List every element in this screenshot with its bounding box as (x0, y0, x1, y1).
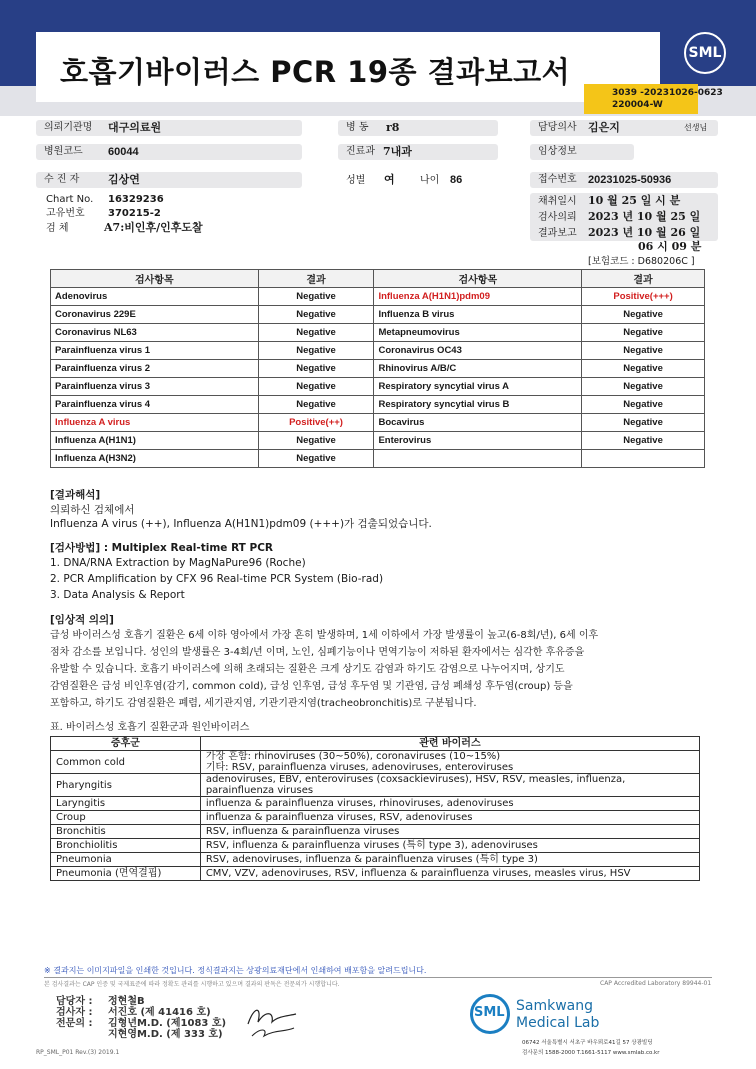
result-row (51, 342, 705, 360)
result-row (51, 306, 705, 324)
results-header-row (51, 270, 705, 288)
clinical-info-label: 임상정보 (538, 146, 577, 157)
interpretation-line: 의뢰하신 검체에서 (50, 504, 135, 516)
request-number-line1: 3039 -20231026-0623 (612, 88, 723, 98)
lab-name-line1: Samkwang (516, 998, 593, 1014)
test-item-name: Influenza A virus (51, 414, 259, 432)
virus-line: RSV, adenoviruses, influenza & parainfluenza viruses (특히 type 3) (205, 854, 538, 865)
related-viruses (200, 811, 699, 825)
related-viruses (200, 867, 699, 881)
lab-contact: 검사문의 1588-2000 T.1661-5117 www.smlab.co.kr (522, 1050, 660, 1056)
test-result: Negative (582, 378, 705, 396)
test-item-name: Influenza A(H3N2) (51, 450, 259, 468)
doctor-label: 담당의사 (538, 122, 577, 133)
syndrome-name: Croup (51, 811, 201, 825)
samkwang-logo-text: SML (474, 1005, 505, 1020)
method-step: 2. PCR Amplification by CFX 96 Real-time PCR System (Bio-rad) (50, 573, 384, 585)
ward-value: r8 (386, 121, 400, 134)
signature-image (244, 1002, 300, 1040)
test-request-value: 2023 년 10 월 25 일 (588, 210, 701, 223)
test-item-name: Parainfluenza virus 2 (51, 360, 259, 378)
age-value: 86 (450, 174, 463, 186)
test-item-name: Adenovirus (51, 288, 259, 306)
disease-row (51, 751, 700, 774)
result-row (51, 360, 705, 378)
col-result: 결과 (258, 270, 374, 288)
test-result: Negative (258, 396, 374, 414)
test-result (582, 450, 705, 468)
test-item-name (374, 450, 582, 468)
method-step: 3. Data Analysis & Report (50, 589, 185, 601)
test-result: Negative (258, 378, 374, 396)
related-viruses (200, 825, 699, 839)
test-result: Negative (258, 342, 374, 360)
result-row (51, 378, 705, 396)
test-result: Negative (582, 342, 705, 360)
test-item-name: Metapneumovirus (374, 324, 582, 342)
insurance-code: [보험코드 : D680206C ] (588, 256, 695, 267)
institution-label: 의뢰기관명 (44, 122, 93, 133)
request-number (584, 84, 723, 114)
report-date-value: 2023 년 10 월 26 일 (588, 226, 701, 239)
syndrome-name: Pneumonia (51, 853, 201, 867)
virus-line: 기타: RSV, parainfluenza viruses, adenoviruses, enteroviruses (205, 762, 514, 773)
test-result: Negative (258, 450, 374, 468)
collect-value: 10 월 25 일 시 분 (588, 194, 681, 207)
test-result: Negative (258, 288, 374, 306)
lab-address: 06742 서울특별시 서초구 바우뫼로41길 57 상광빌딩 (522, 1040, 653, 1046)
footer-small-notice: 본 검사결과는 CAP 인증 및 국제표준에 따라 정확도 관리를 시행하고 있으며 결과의 판독은 전문의가 시행합니다. (44, 981, 340, 988)
disease-row (51, 825, 700, 839)
test-item-name: Coronavirus 229E (51, 306, 259, 324)
test-item-name: Respiratory syncytial virus B (374, 396, 582, 414)
patient-field (36, 172, 302, 188)
test-result: Negative (582, 414, 705, 432)
results-table (50, 269, 705, 468)
virus-line: adenoviruses, EBV, enteroviruses (coxsackieviruses), HSV, RSV, measles, influenza, (205, 774, 626, 785)
test-result: Negative (258, 324, 374, 342)
related-viruses (200, 797, 699, 811)
virus-line: influenza & parainfluenza viruses, rhinoviruses, adenoviruses (205, 798, 514, 809)
result-row (51, 414, 705, 432)
disease-row (51, 839, 700, 853)
col-test-item: 검사항목 (51, 270, 259, 288)
dept-label: 진료과 (346, 146, 375, 157)
disease-row (51, 811, 700, 825)
staff-name: 지현영M.D. (제 333 호) (108, 1029, 223, 1040)
clinical-line: 포함하고, 하기도 감염질환은 폐렴, 세기관지염, 기관기관지염(tracheobronchitis)로 구분됩니다. (50, 698, 477, 709)
patient-label: 수 진 자 (44, 174, 80, 185)
sex-value: 여 (384, 173, 395, 186)
test-item-name: Enterovirus (374, 432, 582, 450)
test-result: Negative (258, 432, 374, 450)
disease-row (51, 853, 700, 867)
unique-no-label: 고유번호 (46, 208, 85, 219)
virus-line: RSV, influenza & parainfluenza viruses (205, 826, 400, 837)
virus-line: CMV, VZV, adenoviruses, RSV, influenza & parainfluenza viruses, measles virus, HSV (205, 868, 631, 879)
result-row (51, 396, 705, 414)
institution-value: 대구의료원 (108, 121, 162, 134)
test-result: Positive(++) (258, 414, 374, 432)
signature-stroke (252, 1028, 294, 1036)
test-item-name: Respiratory syncytial virus A (374, 378, 582, 396)
specimen-value: A7:비인후/인후도찰 (104, 221, 203, 234)
virus-line: 가장 흔함: rhinoviruses (30~50%), coronaviruses (10~15%) (205, 751, 501, 762)
sex-label: 성별 (346, 175, 366, 186)
disease-table-caption: 표. 바이러스성 호흡기 질환군과 원인바이러스 (50, 722, 250, 733)
interpretation-heading: [결과해석] (50, 489, 101, 501)
footer-notice: ※ 결과지는 이미지파일을 인쇄한 것입니다. 정식결과지는 상광의료재단에서 인쇄하여 배포함을 알려드립니다. (44, 966, 427, 975)
collect-label: 채취일시 (538, 196, 577, 207)
hospital-code-field (36, 144, 302, 160)
result-row (51, 432, 705, 450)
unique-no-value: 370215-2 (108, 208, 161, 219)
test-item-name: Influenza B virus (374, 306, 582, 324)
col-test-item: 검사항목 (374, 270, 582, 288)
dept-value: 7내과 (383, 145, 412, 158)
staff-role: 전문의 : (56, 1018, 93, 1029)
clinical-line: 감염질환은 급성 비인후염(감기, common cold), 급성 인후염, 급성 후두염 및 기관염, 급성 폐쇄성 후두염(croup) 등을 (50, 681, 573, 692)
test-item-name: Influenza A(H1N1)pdm09 (374, 288, 582, 306)
clinical-line: 유발할 수 있습니다. 호흡기 바이러스에 의해 초래되는 질환은 크게 상기도 감염과 하기도 감염으로 나누어지며, 상기도 (50, 664, 565, 675)
interpretation-result: Influenza A virus (++), Influenza A(H1N1)pdm09 (+++)가 검출되었습니다. (50, 518, 432, 530)
chart-no-value: 16329236 (108, 194, 164, 205)
related-viruses (200, 774, 699, 797)
patient-value: 김상연 (108, 173, 140, 186)
footer-divider (44, 977, 712, 978)
hospital-code-value: 60044 (108, 146, 139, 158)
test-item-name: Rhinovirus A/B/C (374, 360, 582, 378)
staff-role: 검사자 : (56, 1007, 93, 1018)
test-item-name: Coronavirus OC43 (374, 342, 582, 360)
syndrome-name: Bronchiolitis (51, 839, 201, 853)
disease-header-row (51, 737, 700, 751)
method-step: 1. DNA/RNA Extraction by MagNaPure96 (Roche) (50, 557, 306, 569)
test-item-name: Bocavirus (374, 414, 582, 432)
syndrome-name: Bronchitis (51, 825, 201, 839)
col-syndrome: 증후군 (51, 737, 201, 751)
test-item-name: Influenza A(H1N1) (51, 432, 259, 450)
col-viruses: 관련 바이러스 (200, 737, 699, 751)
reception-value: 20231025-50936 (588, 174, 672, 186)
syndrome-name: Laryngitis (51, 797, 201, 811)
test-result: Negative (258, 306, 374, 324)
form-code: RP_SML_P01 Rev.(3) 2019.1 (36, 1049, 120, 1056)
syndrome-name: Pharyngitis (51, 774, 201, 797)
disease-row (51, 774, 700, 797)
test-item-name: Coronavirus NL63 (51, 324, 259, 342)
disease-row (51, 797, 700, 811)
related-viruses (200, 839, 699, 853)
test-result: Negative (582, 432, 705, 450)
cap-accreditation: CAP Accredited Laboratory 89944-01 (600, 980, 712, 987)
hospital-code-label: 병원코드 (44, 146, 83, 157)
result-row (51, 450, 705, 468)
reception-label: 접수번호 (538, 174, 577, 185)
syndrome-name: Common cold (51, 751, 201, 774)
related-viruses (200, 751, 699, 774)
result-row (51, 324, 705, 342)
test-result: Positive(+++) (582, 288, 705, 306)
age-label: 나이 (420, 175, 440, 186)
lab-name-line2: Medical Lab (516, 1015, 600, 1031)
staff-role: 담당자 : (56, 996, 93, 1007)
staff-name: 김형년M.D. (제1083 호) (108, 1018, 227, 1029)
chart-no-label: Chart No. (46, 194, 94, 205)
institution-field (36, 120, 302, 136)
report-date-label: 결과보고 (538, 228, 577, 239)
method-heading: [검사방법] : Multiplex Real-time RT PCR (50, 542, 273, 554)
test-item-name: Parainfluenza virus 4 (51, 396, 259, 414)
related-viruses (200, 853, 699, 867)
clinical-heading: [임상적 의의] (50, 614, 114, 626)
report-time-value: 06 시 09 분 (638, 240, 702, 253)
syndrome-name: Pneumonia (면역결핍) (51, 867, 201, 881)
test-result: Negative (582, 306, 705, 324)
doctor-suffix: 선생님 (684, 123, 708, 132)
virus-line: RSV, influenza & parainfluenza viruses (특히 type 3), adenoviruses (205, 840, 538, 851)
test-result: Negative (582, 324, 705, 342)
virus-line: parainfluenza viruses (205, 785, 314, 796)
specimen-label: 검 체 (46, 223, 69, 234)
clinical-info-field (530, 144, 634, 160)
ward-label: 병 동 (346, 122, 369, 133)
staff-name: 서진호 (제 41416 호) (108, 1007, 211, 1018)
disease-row (51, 867, 700, 881)
disease-table (50, 736, 700, 881)
clinical-line: 급성 바이러스성 호흡기 질환은 6세 이하 영아에서 가장 흔히 발생하며, 1세 이하에서 가장 발생률이 높고(6-8회/년), 6세 이후 (50, 630, 599, 641)
test-item-name: Parainfluenza virus 3 (51, 378, 259, 396)
dept-field (338, 144, 498, 160)
report-title: 호흡기바이러스 PCR 19종 결과보고서 (60, 55, 571, 89)
test-result: Negative (258, 360, 374, 378)
doctor-value: 김은지 (588, 121, 620, 134)
clinical-line: 점차 감소를 보입니다. 성인의 발생률은 3-4회/년 이며, 노인, 심폐기능이나 면역기능이 저하된 환자에서는 심각한 후유증을 (50, 647, 585, 658)
staff-name: 정현철B (108, 996, 145, 1007)
test-request-label: 검사의뢰 (538, 212, 577, 223)
test-result: Negative (582, 396, 705, 414)
col-result: 결과 (582, 270, 705, 288)
virus-line: influenza & parainfluenza viruses, RSV, adenoviruses (205, 812, 473, 823)
result-row (51, 288, 705, 306)
request-number-line2: 220004-W (612, 100, 663, 110)
test-item-name: Parainfluenza virus 1 (51, 342, 259, 360)
sml-logo: SML (684, 32, 726, 74)
ward-field (338, 120, 498, 136)
test-result: Negative (582, 360, 705, 378)
signature-stroke (248, 1010, 296, 1024)
